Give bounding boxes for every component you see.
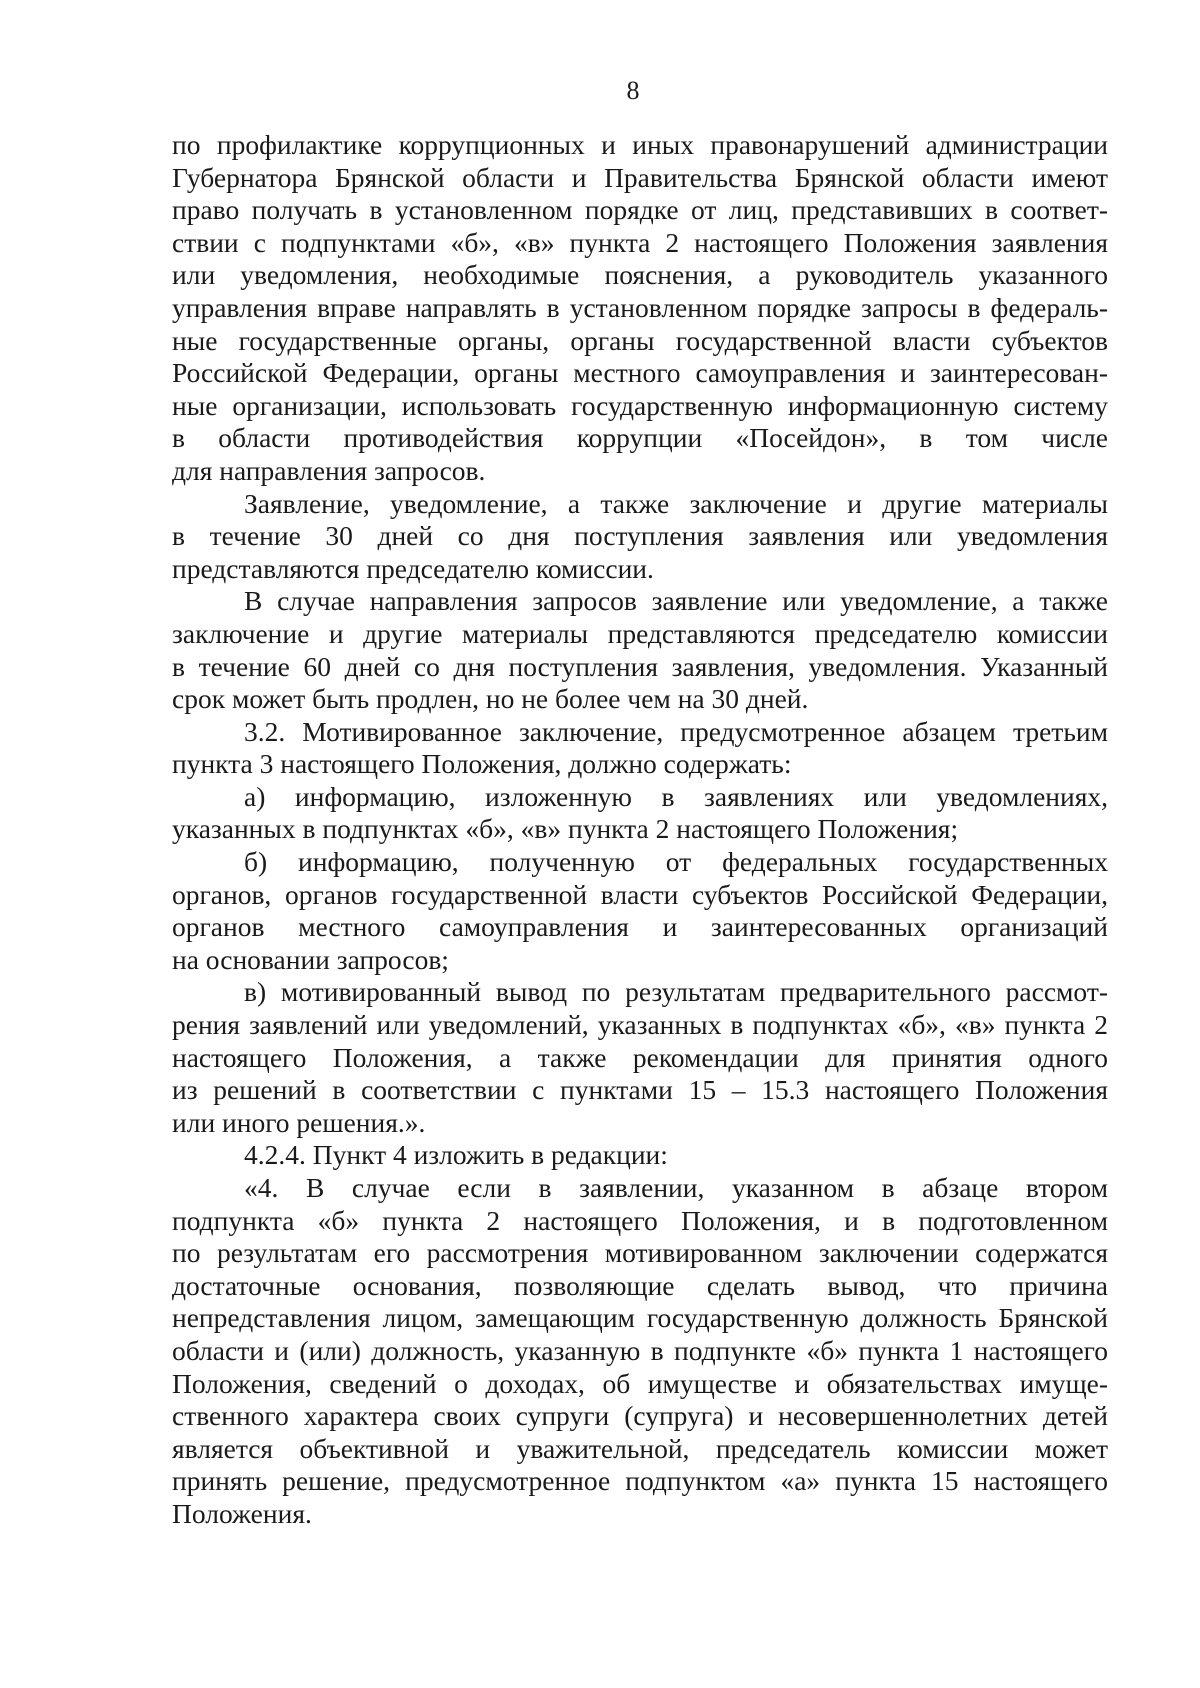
text-line: по профилактике коррупционных и иных правонарушений администрации (172, 129, 1108, 160)
text-line: на основании запросов; (172, 943, 449, 975)
text-line: указанных в подпунктах «б», «в» пункта 2 настоящего Положения; (172, 813, 959, 845)
text-line: из решений в соответствии с пунктами 15 – 15.3 настоящего Положения (172, 1074, 1108, 1106)
page-number: 8 (626, 76, 640, 105)
text-line: Губернатора Брянской области и Правительства Брянской области имеют (172, 161, 1108, 193)
text-line: пункта 3 настоящего Положения, должно содержать: (172, 748, 792, 780)
text-line: ные организации, использовать государственную информационную систему (172, 389, 1108, 421)
text-line: «4. В случае если в заявлении, указанном в абзаце втором (244, 1172, 1108, 1203)
text-line: представляются председателю комиссии. (172, 552, 654, 584)
text-line: право получать в установленном порядке от лиц, представивших в соответ- (172, 194, 1108, 226)
text-line: управления вправе направлять в установленном порядке запросы в федераль- (172, 291, 1108, 323)
text-line: непредставления лицом, замещающим государственную должность Брянской (172, 1302, 1108, 1334)
text-line: Заявление, уведомление, а также заключение и другие материалы (244, 487, 1108, 519)
text-line: является объективной и уважительной, председатель комиссии может (172, 1432, 1108, 1464)
text-line: органов местного самоуправления и заинтересованных организаций (172, 911, 1108, 943)
text-line: срок может быть продлен, но не более чем на 30 дней. (172, 683, 809, 715)
document-body (172, 129, 1108, 1531)
text-line: в области противодействия коррупции «Посейдон», в том числе (172, 422, 1108, 454)
text-line: Положения, сведений о доходах, об имуществе и обязательствах имуще- (172, 1367, 1108, 1399)
text-line: Российской Федерации, органы местного самоуправления и заинтересован- (172, 357, 1108, 389)
text-line: или уведомления, необходимые пояснения, а руководитель указанного (172, 259, 1108, 291)
text-line: ные государственные органы, органы государственной власти субъектов (172, 324, 1108, 356)
text-line: б) информацию, полученную от федеральных государственных (244, 846, 1108, 878)
text-line: в) мотивированный вывод по результатам предварительного рассмот- (244, 976, 1108, 1008)
text-line: В случае направления запросов заявление или уведомление, а также (244, 585, 1108, 617)
text-line: подпункта «б» пункта 2 настоящего Положения, и в подготовленном (172, 1204, 1108, 1236)
text-line: по результатам его рассмотрения мотивированном заключении содержатся (172, 1237, 1108, 1269)
text-line: органов, органов государственной власти субъектов Российской Федерации, (172, 878, 1108, 910)
text-line: области и (или) должность, указанную в подпункте «б» пункта 1 настоящего (172, 1334, 1108, 1366)
text-line: принять решение, предусмотренное подпунктом «а» пункта 15 настоящего (172, 1465, 1108, 1497)
text-line: а) информацию, изложенную в заявлениях или уведомлениях, (244, 780, 1108, 812)
text-line: достаточные основания, позволяющие сделать вывод, что причина (172, 1269, 1108, 1301)
text-line: Положения. (172, 1497, 312, 1529)
text-line: рения заявлений или уведомлений, указанных в подпунктах «б», «в» пункта 2 (172, 1009, 1108, 1041)
text-line: заключение и другие материалы представляются председателю комиссии (172, 617, 1108, 649)
text-line: или иного решения.». (172, 1106, 426, 1138)
text-line: в течение 60 дней со дня поступления заявления, уведомления. Указанный (172, 650, 1108, 682)
text-line: в течение 30 дней со дня поступления заявления или уведомления (172, 520, 1108, 552)
text-line: ственного характера своих супруги (супруга) и несовершеннолетних детей (172, 1400, 1108, 1432)
text-line: настоящего Положения, а также рекомендации для принятия одного (172, 1041, 1108, 1073)
text-line: 3.2. Мотивированное заключение, предусмотренное абзацем третьим (244, 715, 1108, 747)
text-line: 4.2.4. Пункт 4 изложить в редакции: (244, 1139, 668, 1171)
text-line: ствии с подпунктами «б», «в» пункта 2 настоящего Положения заявления (172, 226, 1108, 258)
text-line: для направления запросов. (172, 454, 486, 486)
